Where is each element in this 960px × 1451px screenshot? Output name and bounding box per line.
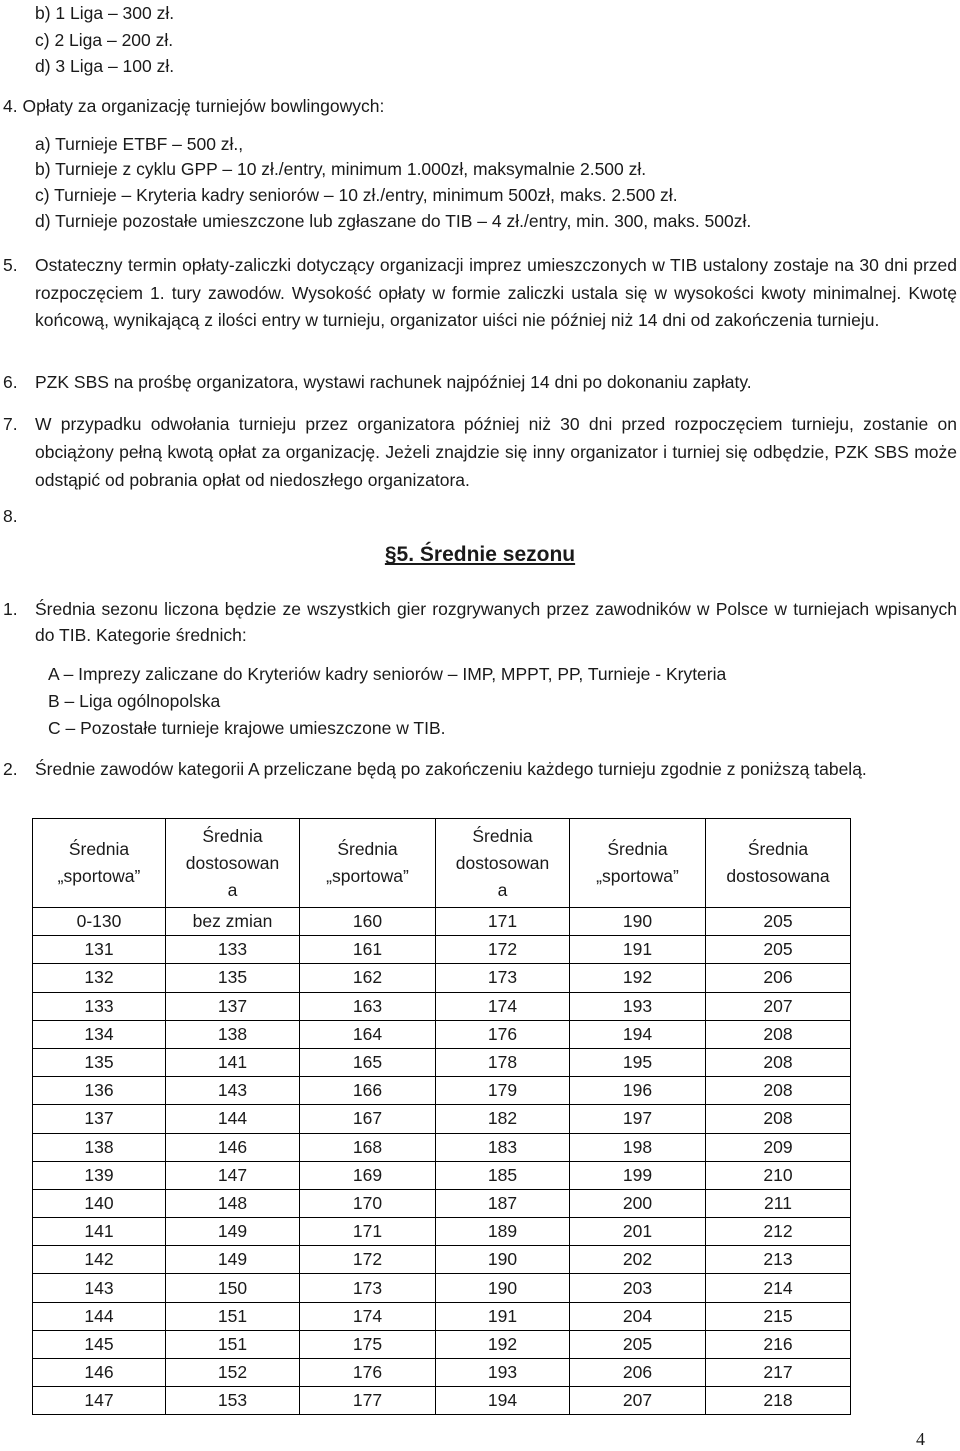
table-cell: 214 <box>706 1274 851 1302</box>
table-cell: 144 <box>33 1302 166 1330</box>
list-item: a) Turnieje ETBF – 500 zł., <box>35 134 244 154</box>
table-cell: 205 <box>570 1330 706 1358</box>
table-cell: 176 <box>436 1020 570 1048</box>
table-row <box>33 1105 851 1133</box>
table-cell: 185 <box>436 1161 570 1189</box>
table-cell: 160 <box>300 908 436 936</box>
table-cell: 190 <box>436 1246 570 1274</box>
table-cell: 176 <box>300 1359 436 1387</box>
header-cell: Średnia „sportowa” <box>570 819 706 908</box>
table-cell: 194 <box>570 1020 706 1048</box>
table-cell: 201 <box>570 1218 706 1246</box>
section-4-title: 4. Opłaty za organizację turniejów bowlingowych: <box>3 96 385 116</box>
table-cell: 193 <box>570 992 706 1020</box>
table-row <box>33 964 851 992</box>
table-row <box>33 1218 851 1246</box>
table-cell: 166 <box>300 1077 436 1105</box>
table-cell: 144 <box>166 1105 300 1133</box>
table-row <box>33 1133 851 1161</box>
table-row <box>33 908 851 936</box>
table-cell: 213 <box>706 1246 851 1274</box>
table-row <box>33 1189 851 1217</box>
table-cell: 218 <box>706 1387 851 1415</box>
table-cell: 171 <box>436 908 570 936</box>
table-cell: 211 <box>706 1189 851 1217</box>
table-cell: 174 <box>436 992 570 1020</box>
table-cell: 175 <box>300 1330 436 1358</box>
table-cell: 200 <box>570 1189 706 1217</box>
table-cell: 131 <box>33 936 166 964</box>
table-cell: 191 <box>570 936 706 964</box>
table-cell: 169 <box>300 1161 436 1189</box>
table-cell: 148 <box>166 1189 300 1217</box>
table-body <box>33 908 851 1415</box>
table-cell: 132 <box>33 964 166 992</box>
table-cell: 178 <box>436 1048 570 1076</box>
table-cell: 143 <box>166 1077 300 1105</box>
table-cell: 173 <box>436 964 570 992</box>
list-item: b) Turnieje z cyklu GPP – 10 zł./entry, minimum 1.000zł, maksymalnie 2.500 zł. <box>35 159 647 179</box>
header-cell: Średnia „sportowa” <box>33 819 166 908</box>
table-cell: 207 <box>570 1387 706 1415</box>
table-row <box>33 1246 851 1274</box>
table-row <box>33 1161 851 1189</box>
table-row <box>33 1048 851 1076</box>
header-cell: Średnia dostosowan a <box>166 819 300 908</box>
table-cell: 143 <box>33 1274 166 1302</box>
table-cell: 206 <box>570 1359 706 1387</box>
table-cell: 205 <box>706 936 851 964</box>
list-item: c) Turnieje – Kryteria kadry seniorów – 10 zł./entry, minimum 500zł, maks. 2.500 zł. <box>35 185 678 205</box>
table-cell: 212 <box>706 1218 851 1246</box>
table-cell: 140 <box>33 1189 166 1217</box>
table-cell: 136 <box>33 1077 166 1105</box>
category-b: B – Liga ogólnopolska <box>48 691 221 711</box>
table-cell: 177 <box>300 1387 436 1415</box>
point-6 <box>3 371 957 394</box>
table-row <box>33 1330 851 1358</box>
point-number: 6. <box>3 372 18 392</box>
table-cell: 208 <box>706 1077 851 1105</box>
table-cell: 134 <box>33 1020 166 1048</box>
table-row <box>33 1274 851 1302</box>
table-cell: 133 <box>166 936 300 964</box>
point-text: PZK SBS na prośbę organizatora, wystawi rachunek najpóźniej 14 dni po dokonaniu zapłaty. <box>35 372 752 392</box>
table-cell: 151 <box>166 1302 300 1330</box>
table-row <box>33 1359 851 1387</box>
table-cell: 197 <box>570 1105 706 1133</box>
table-cell: 163 <box>300 992 436 1020</box>
table-cell: 164 <box>300 1020 436 1048</box>
table-cell: 192 <box>570 964 706 992</box>
table-cell: 208 <box>706 1105 851 1133</box>
page-number: 4 <box>916 1429 925 1449</box>
list-item: d) Turnieje pozostałe umieszczone lub zgłaszane do TIB – 4 zł./entry, min. 300, maks. 500zł. <box>35 211 752 231</box>
table-cell: 191 <box>436 1302 570 1330</box>
table-cell: 146 <box>33 1359 166 1387</box>
table-cell: 193 <box>436 1359 570 1387</box>
table-cell: 174 <box>300 1302 436 1330</box>
table-cell: 198 <box>570 1133 706 1161</box>
table-row <box>33 1020 851 1048</box>
table-cell: 150 <box>166 1274 300 1302</box>
table-cell: 210 <box>706 1161 851 1189</box>
table-cell: 168 <box>300 1133 436 1161</box>
table-cell: 208 <box>706 1020 851 1048</box>
table-cell: 205 <box>706 908 851 936</box>
table-cell: 138 <box>166 1020 300 1048</box>
table-row <box>33 1387 851 1415</box>
point-text: Średnia sezonu liczona będzie ze wszystkich gier rozgrywanych przez zawodników w Polsce w turniejach wpisanych do TIB. Kategorie średnich: <box>35 599 957 645</box>
table-cell: 190 <box>570 908 706 936</box>
table-cell: 196 <box>570 1077 706 1105</box>
table-row <box>33 1077 851 1105</box>
table-cell: 195 <box>570 1048 706 1076</box>
table-cell: 173 <box>300 1274 436 1302</box>
table-cell: 216 <box>706 1330 851 1358</box>
table-cell: 203 <box>570 1274 706 1302</box>
table-cell: 182 <box>436 1105 570 1133</box>
table-cell: 208 <box>706 1048 851 1076</box>
list-item: d) 3 Liga – 100 zł. <box>35 56 175 76</box>
table-cell: 170 <box>300 1189 436 1217</box>
table-cell: 190 <box>436 1274 570 1302</box>
table-cell: 149 <box>166 1218 300 1246</box>
point-text: W przypadku odwołania turnieju przez organizatora później niż 30 dni przed rozpoczęciem turnieju, zostanie on obciążony pełną kwotą opłat za organizację. Jeżeli znajdzie się inny organizator i turniej się odbędzie, PZK SBS może odstąpić od pobrania opłat od niedoszłego organizatora. <box>35 414 957 490</box>
table-cell: 202 <box>570 1246 706 1274</box>
table-cell: 145 <box>33 1330 166 1358</box>
list-item: b) 1 Liga – 300 zł. <box>35 3 175 23</box>
table-cell: 139 <box>33 1161 166 1189</box>
category-c: C – Pozostałe turnieje krajowe umieszczone w TIB. <box>48 718 446 738</box>
table-cell: 215 <box>706 1302 851 1330</box>
table-header-row <box>33 819 851 908</box>
table-cell: bez zmian <box>166 908 300 936</box>
table-cell: 149 <box>166 1246 300 1274</box>
category-a: A – Imprezy zaliczane do Kryteriów kadry seniorów – IMP, MPPT, PP, Turnieje - Kryteria <box>48 664 727 684</box>
table-cell: 217 <box>706 1359 851 1387</box>
point-number: 1. <box>3 599 18 619</box>
table-cell: 183 <box>436 1133 570 1161</box>
table-cell: 162 <box>300 964 436 992</box>
table-cell: 171 <box>300 1218 436 1246</box>
point-text: Ostateczny termin opłaty-zaliczki dotyczący organizacji imprez umieszczonych w TIB ustalony zostaje na 30 dni przed rozpoczęciem 1. tury zawodów. Wysokość opłaty w formie zaliczki ustala się w wysokości kwoty minimalnej. Kwotę końcową, wynikającą z ilości entry w turnieju, organizator uiści nie później niż 14 dni od zakończenia turnieju. <box>35 255 957 330</box>
table-cell: 151 <box>166 1330 300 1358</box>
table-cell: 179 <box>436 1077 570 1105</box>
section-5-heading: §5. Średnie sezonu <box>384 543 576 566</box>
averages-table <box>32 818 851 1415</box>
point-7 <box>3 410 957 494</box>
table-row <box>33 992 851 1020</box>
table-cell: 189 <box>436 1218 570 1246</box>
header-cell: Średnia dostosowana <box>706 819 851 908</box>
table-cell: 161 <box>300 936 436 964</box>
table-cell: 147 <box>33 1387 166 1415</box>
header-cell: Średnia dostosowan a <box>436 819 570 908</box>
point-text: Średnie zawodów kategorii A przeliczane będą po zakończeniu każdego turnieju zgodnie z poniższą tabelą. <box>35 759 867 779</box>
table-cell: 209 <box>706 1133 851 1161</box>
point-8-number: 8. <box>3 506 18 526</box>
table-cell: 135 <box>33 1048 166 1076</box>
table-cell: 137 <box>166 992 300 1020</box>
table-cell: 153 <box>166 1387 300 1415</box>
table-cell: 172 <box>436 936 570 964</box>
point-number: 2. <box>3 759 18 779</box>
table-cell: 206 <box>706 964 851 992</box>
table-cell: 141 <box>33 1218 166 1246</box>
table-cell: 147 <box>166 1161 300 1189</box>
section-5-point-2 <box>3 756 957 783</box>
table-cell: 133 <box>33 992 166 1020</box>
table-cell: 135 <box>166 964 300 992</box>
table-cell: 199 <box>570 1161 706 1189</box>
table-cell: 165 <box>300 1048 436 1076</box>
table-cell: 142 <box>33 1246 166 1274</box>
table-cell: 194 <box>436 1387 570 1415</box>
table-row <box>33 1302 851 1330</box>
header-cell: Średnia „sportowa” <box>300 819 436 908</box>
point-5 <box>3 252 957 335</box>
list-item: c) 2 Liga – 200 zł. <box>35 30 174 50</box>
table-row <box>33 936 851 964</box>
point-number: 5. <box>3 255 18 275</box>
table-cell: 192 <box>436 1330 570 1358</box>
table-cell: 207 <box>706 992 851 1020</box>
table-cell: 137 <box>33 1105 166 1133</box>
table-cell: 141 <box>166 1048 300 1076</box>
table-cell: 187 <box>436 1189 570 1217</box>
section-5-point-1 <box>3 596 957 648</box>
table-cell: 0-130 <box>33 908 166 936</box>
table-cell: 167 <box>300 1105 436 1133</box>
table-cell: 204 <box>570 1302 706 1330</box>
point-number: 7. <box>3 414 18 434</box>
table-cell: 172 <box>300 1246 436 1274</box>
table-cell: 138 <box>33 1133 166 1161</box>
table-cell: 146 <box>166 1133 300 1161</box>
table-cell: 152 <box>166 1359 300 1387</box>
